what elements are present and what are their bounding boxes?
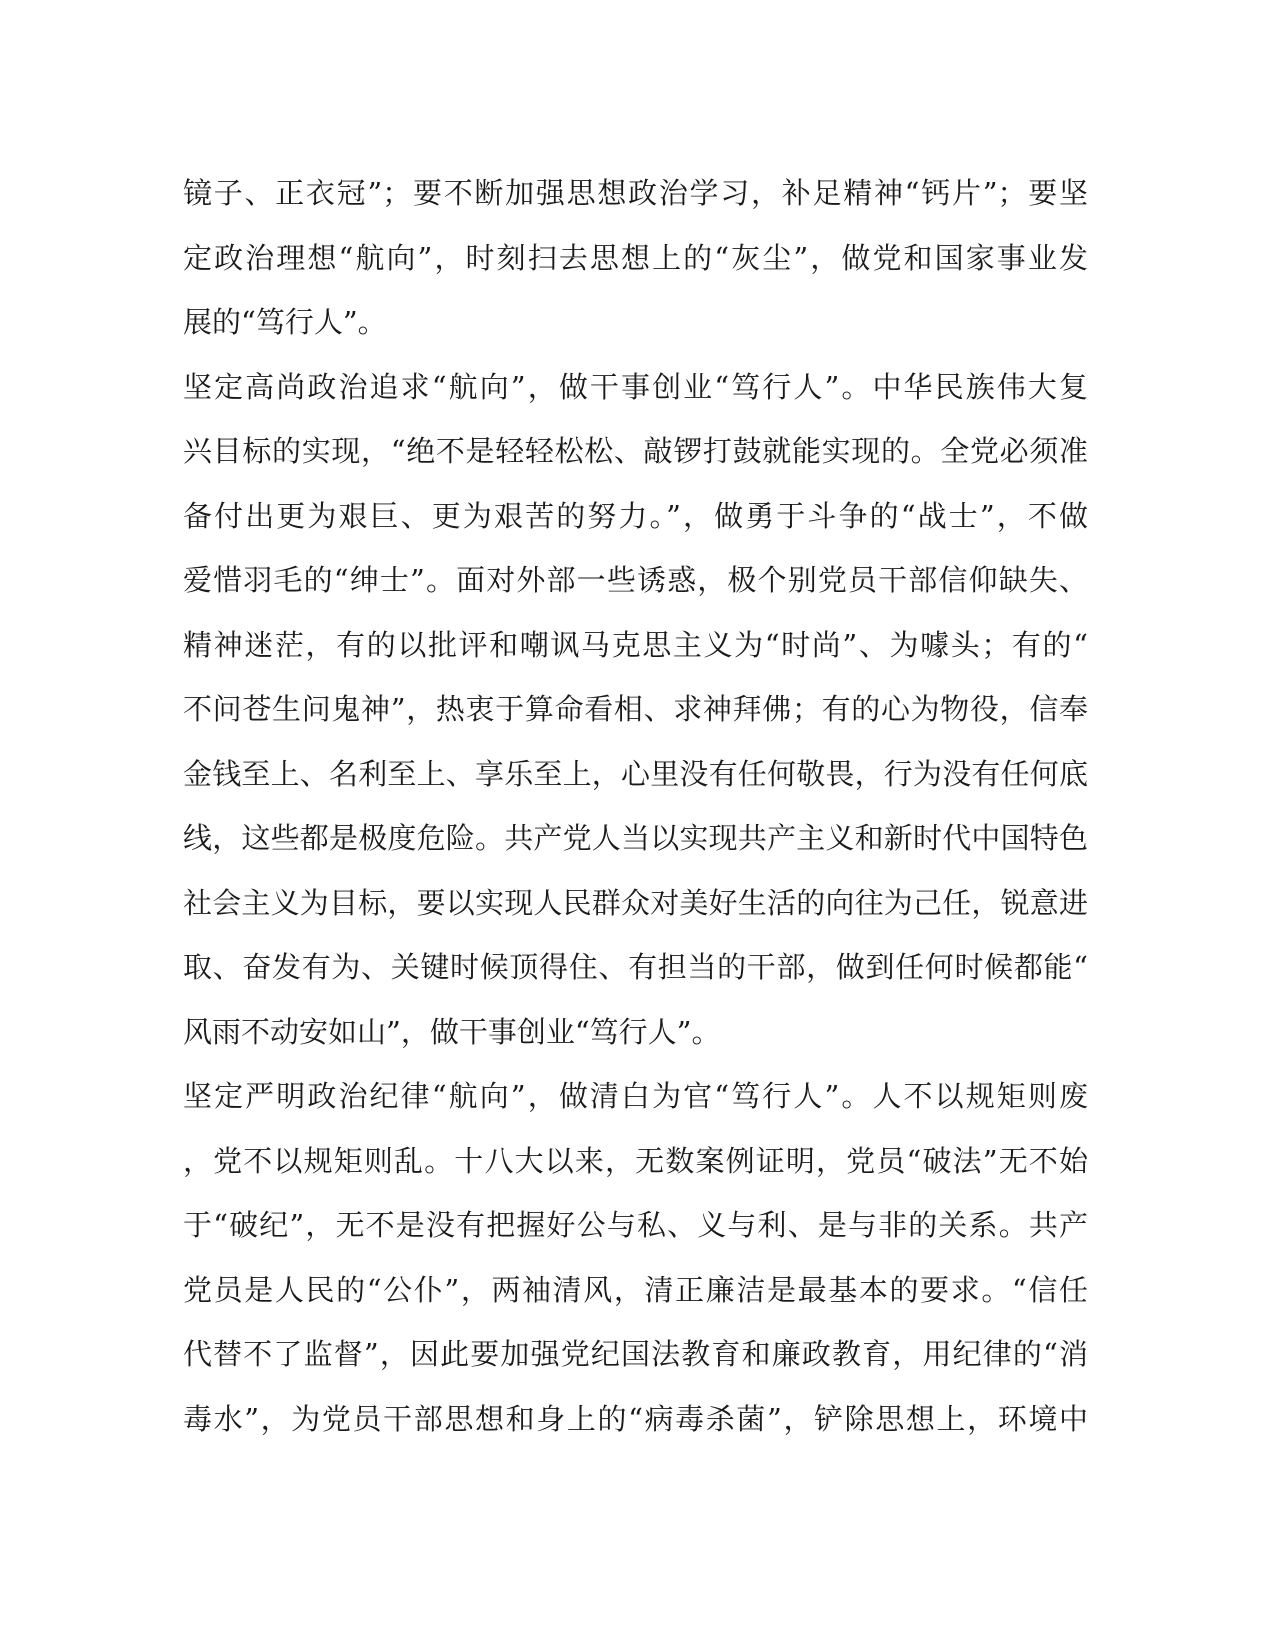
paragraph-2-line-8: 线，这些都是极度危险。共产党人当以实现共产主义和新时代中国特色: [183, 821, 1088, 855]
paragraph-3-line-6: 毒水”，为党员干部思想和身上的“病毒杀菌”，铲除思想上，环境中: [183, 1401, 1088, 1436]
paragraph-2-line-3: 备付出更为艰巨、更为艰苦的努力。”，做勇于斗争的“战士”，不做: [183, 498, 1088, 533]
paragraph-3-line-2: ，党不以规矩则乱。十八大以来，无数案例证明，党员“破法”无不始: [183, 1143, 1088, 1178]
paragraph-2-line-7: 金钱至上、名利至上、享乐至上，心里没有任何敬畏，行为没有任何底: [183, 756, 1088, 791]
paragraph-2-line-4: 爱惜羽毛的“绅士”。面对外部一些诱惑，极个别党员干部信仰缺失、: [183, 563, 1088, 597]
paragraph-2-line-9: 社会主义为目标，要以实现人民群众对美好生活的向往为己任，锐意进: [183, 885, 1088, 920]
paragraph-1-line-3: 展的“笃行人”。: [183, 305, 387, 339]
paragraph-3-line-5: 代替不了监督”，因此要加强党纪国法教育和廉政教育，用纪律的“消: [183, 1337, 1088, 1371]
paragraph-1-line-2: 定政治理想“航向”，时刻扫去思想上的“灰尘”，做党和国家事业发: [183, 240, 1088, 275]
paragraph-2-line-6: 不问苍生问鬼神”，热衷于算命看相、求神拜佛；有的心为物役，信奉: [183, 692, 1088, 726]
paragraph-1-line-1: 镜子、正衣冠”；要不断加强思想政治学习，补足精神“钙片”；要坚: [183, 176, 1088, 210]
paragraph-2-line-10: 取、奋发有为、关键时候顶得住、有担当的干部，做到任何时候都能“: [183, 950, 1088, 984]
document-body: [183, 161, 1088, 1451]
paragraph-3-line-1: 坚定严明政治纪律“航向”，做清白为官“笃行人”。人不以规矩则废: [183, 1079, 1088, 1113]
paragraph-3-line-4: 党员是人民的“公仆”，两袖清风，清正廉洁是最基本的要求。“信任: [183, 1272, 1088, 1307]
paragraph-2-line-11: 风雨不动安如山”，做干事创业“笃行人”。: [183, 1014, 721, 1049]
paragraph-2-line-1: 坚定高尚政治追求“航向”，做干事创业“笃行人”。中华民族伟大复: [183, 369, 1088, 404]
paragraph-2-line-5: 精神迷茫，有的以批评和嘲讽马克思主义为“时尚”、为噱头；有的“: [183, 627, 1088, 662]
paragraph-2-line-2: 兴目标的实现，“绝不是轻轻松松、敲锣打鼓就能实现的。全党必须准: [183, 434, 1088, 468]
paragraph-3-line-3: 于“破纪”，无不是没有把握好公与私、义与利、是与非的关系。共产: [183, 1208, 1088, 1242]
